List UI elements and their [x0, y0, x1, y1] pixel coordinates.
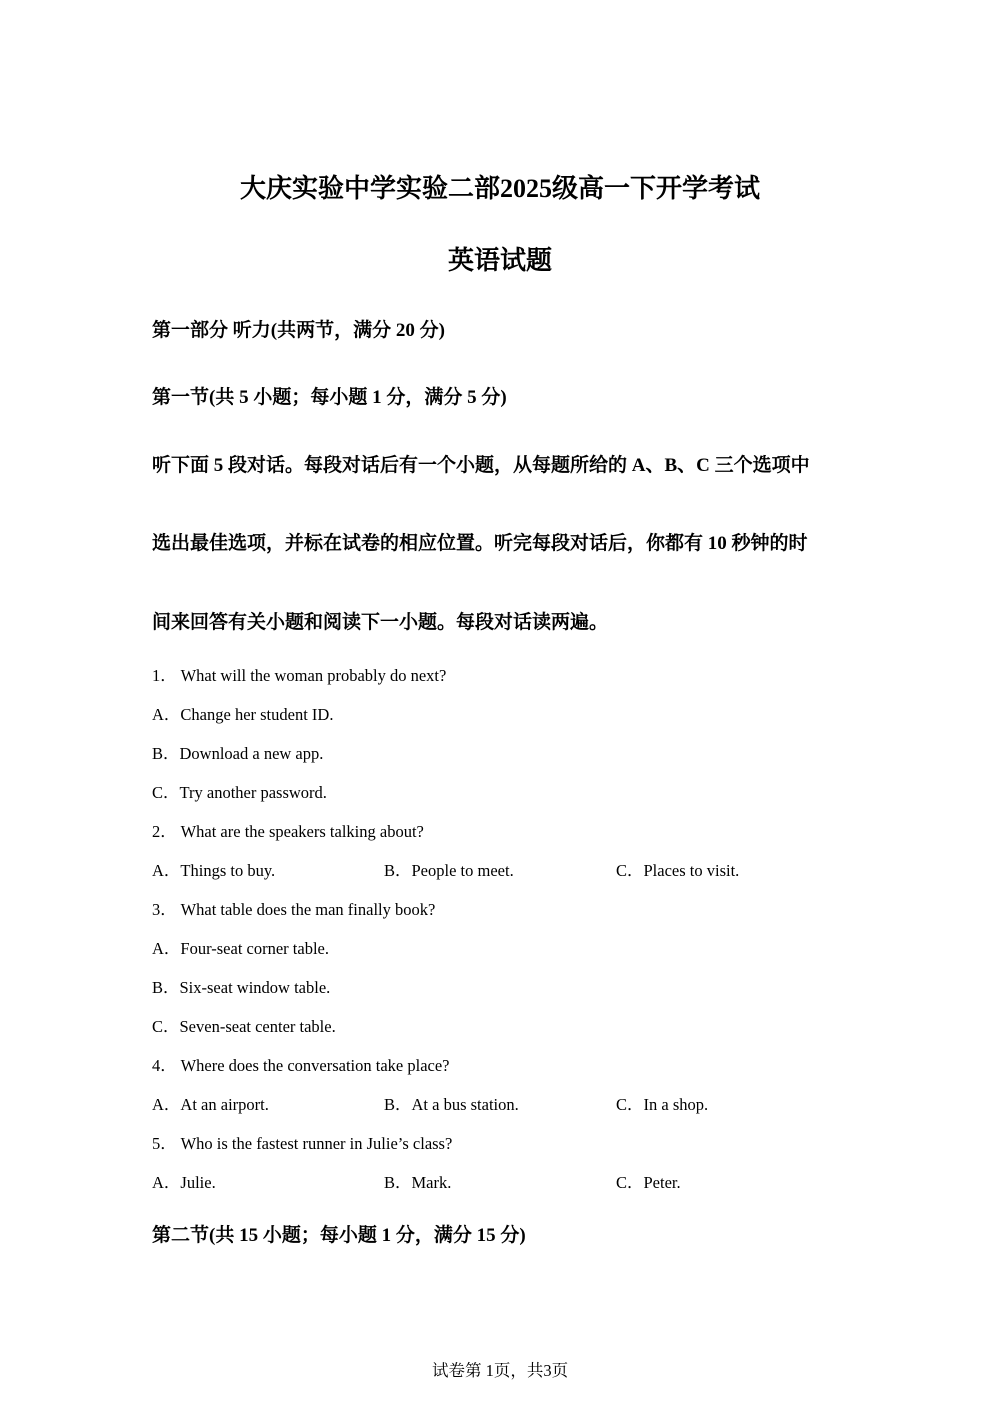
question-5: 5． Who is the fastest runner in Julie’s class? [152, 1134, 453, 1153]
q2-option-b: B．People to meet. [384, 861, 514, 880]
exam-subtitle: 英语试题 [447, 246, 552, 275]
q5-option-c: C．Peter. [616, 1173, 681, 1192]
q5-option-b: B．Mark. [384, 1173, 452, 1192]
q2-option-c: C．Places to visit. [616, 861, 740, 880]
section2-heading: 第二节(共 15 小题；每小题 1 分，满分 15 分) [152, 1225, 526, 1246]
q3-option-a: A．Four-seat corner table. [152, 939, 329, 958]
question-1: 1． What will the woman probably do next? [152, 666, 447, 685]
q1-option-c: C．Try another password. [152, 783, 327, 802]
q4-option-a: A．At an airport. [152, 1095, 269, 1114]
q3-option-b: B．Six-seat window table. [152, 978, 331, 997]
q4-option-b: B．At a bus station. [384, 1095, 519, 1114]
question-4: 4． Where does the conversation take place? [152, 1056, 450, 1075]
q5-option-a: A．Julie. [152, 1173, 216, 1192]
q3-option-c: C．Seven-seat center table. [152, 1017, 336, 1036]
instruction-line: 间来回答有关小题和阅读下一小题。每段对话读两遍。 [152, 612, 609, 633]
part1-heading: 第一部分 听力(共两节，满分 20 分) [152, 320, 445, 341]
page-footer: 试卷第 1页，共3页 [431, 1361, 569, 1380]
question-3: 3． What table does the man finally book? [152, 900, 436, 919]
q1-option-a: A．Change her student ID. [152, 705, 334, 724]
q4-option-c: C．In a shop. [616, 1095, 709, 1114]
exam-title: 大庆实验中学实验二部2025级高一下开学考试 [239, 174, 760, 203]
question-2: 2． What are the speakers talking about? [152, 822, 424, 841]
instruction-line: 听下面 5 段对话。每段对话后有一个小题，从每题所给的 A、B、C 三个选项中 [152, 455, 810, 476]
q1-option-b: B．Download a new app. [152, 744, 324, 763]
instruction-line: 选出最佳选项，并标在试卷的相应位置。听完每段对话后，你都有 10 秒钟的时 [152, 533, 808, 554]
section1-heading: 第一节(共 5 小题；每小题 1 分，满分 5 分) [152, 387, 507, 408]
q2-option-a: A．Things to buy. [152, 861, 276, 880]
